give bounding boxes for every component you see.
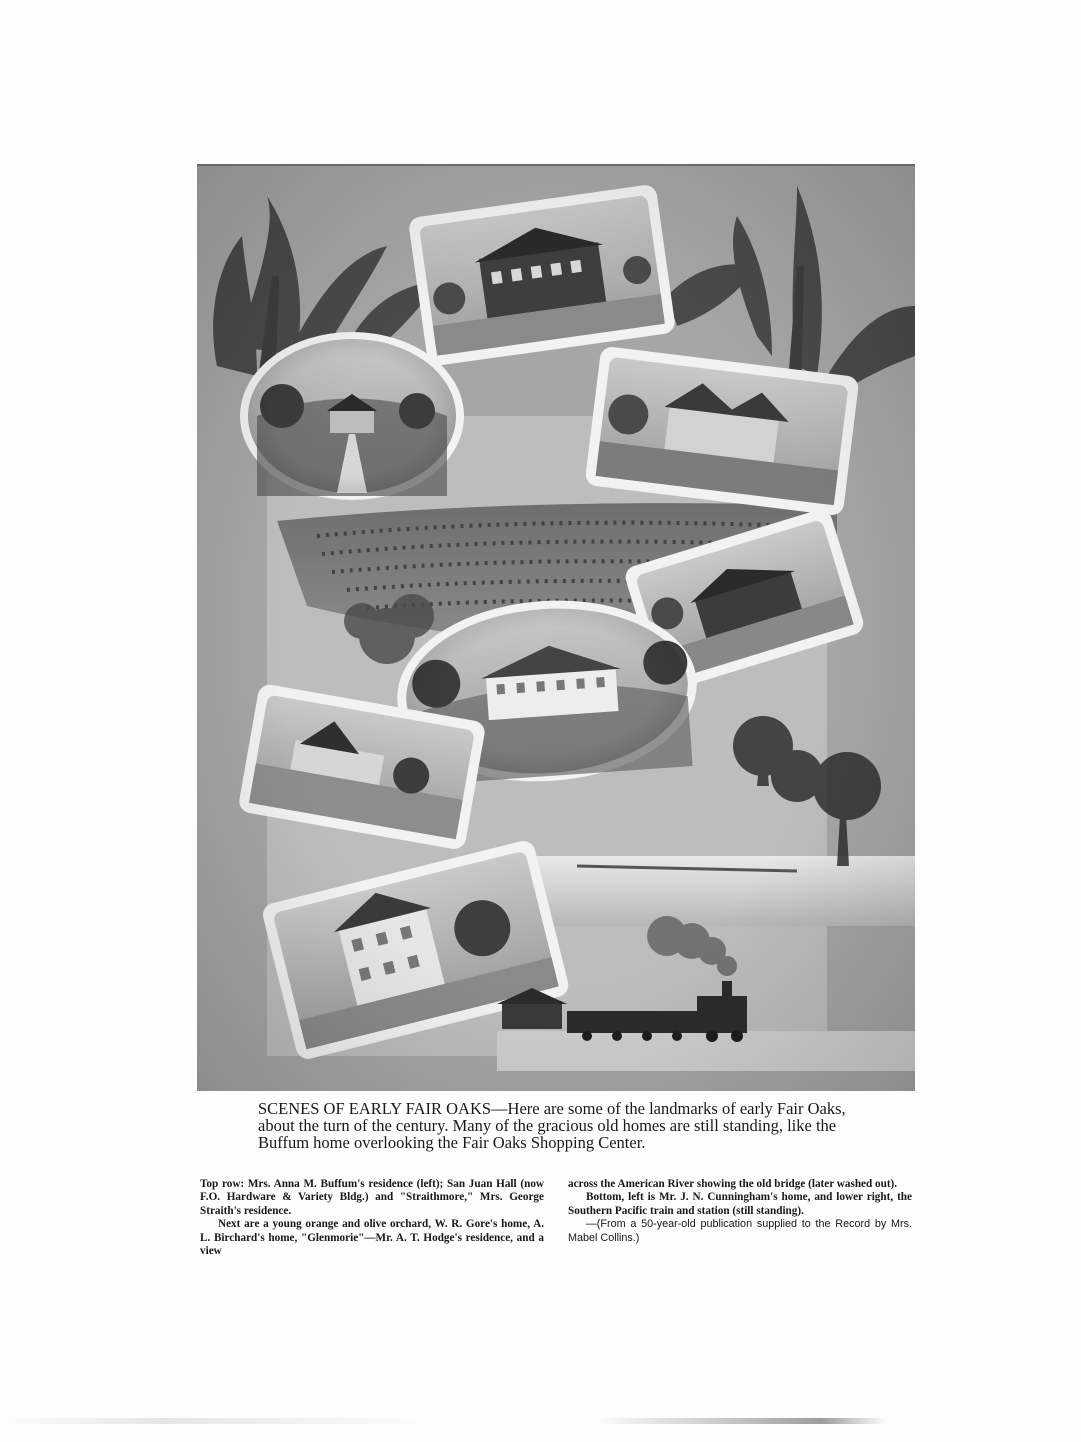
caption-paragraph: Top row: Mrs. Anna M. Buffum's residence (left); San Juan Hall (now F.O. Hardware & Variety Bldg.) and "Straithmore," Mrs. George Straith's residence. xyxy=(200,1178,544,1217)
caption-credit: —(From a 50-year-old publication supplied to the Record by Mrs. Mabel Collins.) xyxy=(568,1218,912,1244)
caption-paragraph: across the American River showing the old bridge (later washed out). xyxy=(568,1178,898,1190)
caption-column-right xyxy=(568,1178,912,1258)
scan-artifact xyxy=(0,1418,1081,1424)
collage-illustration xyxy=(197,166,915,1091)
caption-paragraph: Next are a young orange and olive orchard, W. R. Gore's home, A. L. Birchard's home, "Glenmorie"—Mr. A. T. Hodge's residence, and a view xyxy=(200,1218,544,1258)
collage-photograph xyxy=(197,164,915,1091)
caption-column-left xyxy=(200,1178,544,1258)
caption-headline: SCENES OF EARLY FAIR OAKS xyxy=(258,1099,492,1118)
caption-intro: —Here are some of the landmarks of early Fair Oaks, about the turn of the century. Many of the gracious old homes are still standing, like the Buffum home overlooking the Fair Oaks Shopping Center. xyxy=(258,1099,846,1152)
photo-caption xyxy=(258,1100,870,1151)
caption-paragraph: Bottom, left is Mr. J. N. Cunningham's home, and lower right, the Southern Pacific train and station (still standing). xyxy=(568,1191,912,1217)
caption-details xyxy=(200,1178,912,1258)
